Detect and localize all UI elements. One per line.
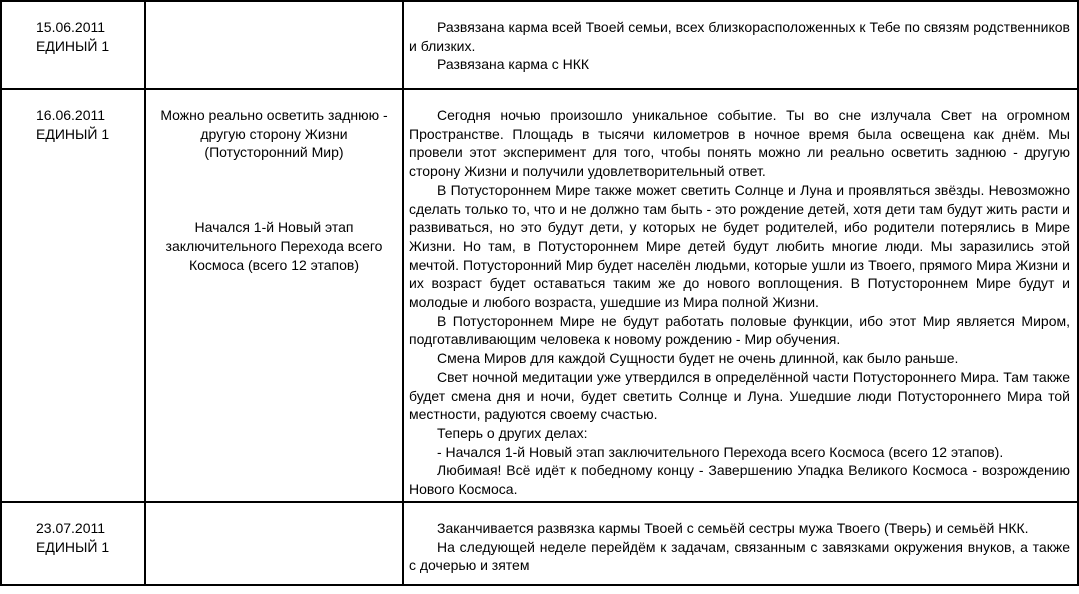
- table-row: [1, 1, 1078, 89]
- paragraph: В Потустороннем Мире не будут работать половые функции, ибо этот Мир является Миром, подготавливающим человека к новому рождению - Мир обучения.: [409, 312, 1070, 348]
- table-row: [1, 502, 1078, 585]
- date-cell: [1, 89, 145, 502]
- paragraph: - Начался 1-й Новый этап заключительного Перехода всего Космоса (всего 12 этапов).: [437, 443, 1004, 460]
- paragraph: Можно реально осветить заднюю - другую сторону Жизни (Потусторонний Мир): [160, 107, 388, 161]
- paragraph: Смена Миров для каждой Сущности будет не очень длинной, как было раньше.: [437, 350, 959, 367]
- paragraph: Свет ночной медитации уже утвердился в определённой части Потустороннего Мира. Там также будет смена дня и ночи, будет светить Солнце и Луна. Ушедшие люди Потустороннего Мира той местности, радуются своему счастью.: [409, 368, 1070, 423]
- paragraph: Начался 1-й Новый этап заключительного Перехода всего Космоса (всего 12 этапов): [165, 219, 383, 273]
- topic-cell: [145, 1, 403, 89]
- paragraph: Любимая! Всё идёт к победному концу - Завершению Упадка Великого Космоса - возрождению Нового Космоса.: [409, 462, 1070, 498]
- content-cell: [403, 1, 1078, 89]
- table-row: [1, 89, 1078, 502]
- topic-cell: [145, 502, 403, 585]
- entry-paragraphs: [404, 503, 1077, 584]
- content-cell: [403, 89, 1078, 502]
- paragraph: Теперь о других делах:: [437, 424, 588, 441]
- topic-blocks: [146, 90, 402, 501]
- paragraph: Заканчивается развязка кармы Твоей с семьёй сестры мужа Твоего (Тверь) и семьёй НКК.: [437, 520, 1029, 536]
- entry-date: 16.06.2011: [36, 107, 106, 123]
- paragraph: Сегодня ночью произошло уникальное событие. Ты во сне излучала Свет на огромном Пространстве. Площадь в тысячи километров в ночное время была освещена как днём. Мы провели этот эксперимент для того, чтобы понять можно ли реально осветить заднюю - другую сторону Жизни и получили удовлетворительный ответ.: [409, 107, 1070, 180]
- entry-code: ЕДИНЫЙ 1: [36, 38, 110, 54]
- paragraph: В Потустороннем Мире также может светить Солнце и Луна и проявляться звёзды. Невозможно сделать только то, что и не должно там быть - это рождение детей, хотя дети там будут жить расти и развиваться, но это будут дети, у которых не будет родителей, ибо родители потерялись в Мире Жизни. Но там, в Потустороннем Мире детей будут любить многие люди. Мы заразились этой мечтой. Потусторонний Мир будет населён людьми, которые ушли из Твоего, прямого Мира Жизни и их возраст будет оставаться таким же до нового воплощения. В Потустороннем Мире будут и молодые и любого возраста, ушедшие из Мира полной Жизни.: [409, 181, 1070, 311]
- entry-code: ЕДИНЫЙ 1: [36, 126, 110, 142]
- entry-paragraphs: [404, 2, 1077, 88]
- paragraph: Развязана карма всей Твоей семьи, всех близкорасположенных к Тебе по связям родственников и близких.: [409, 19, 1070, 54]
- topic-blocks: [146, 2, 402, 88]
- topic-cell: [145, 89, 403, 502]
- entry-date: 23.07.2011: [36, 520, 106, 536]
- paragraph: На следующей неделе перейдём к задачам, связанным с завязками окружения внуков, а также с дочерью и зятем: [409, 538, 1070, 574]
- date-cell: [1, 502, 145, 585]
- date-cell: [1, 1, 145, 89]
- content-cell: [403, 502, 1078, 585]
- entry-paragraphs: [404, 90, 1077, 501]
- entry-code: ЕДИНЫЙ 1: [36, 539, 110, 555]
- topic-blocks: [146, 503, 402, 584]
- entry-date: 15.06.2011: [36, 19, 106, 35]
- paragraph: Развязана карма с НКК: [437, 56, 590, 73]
